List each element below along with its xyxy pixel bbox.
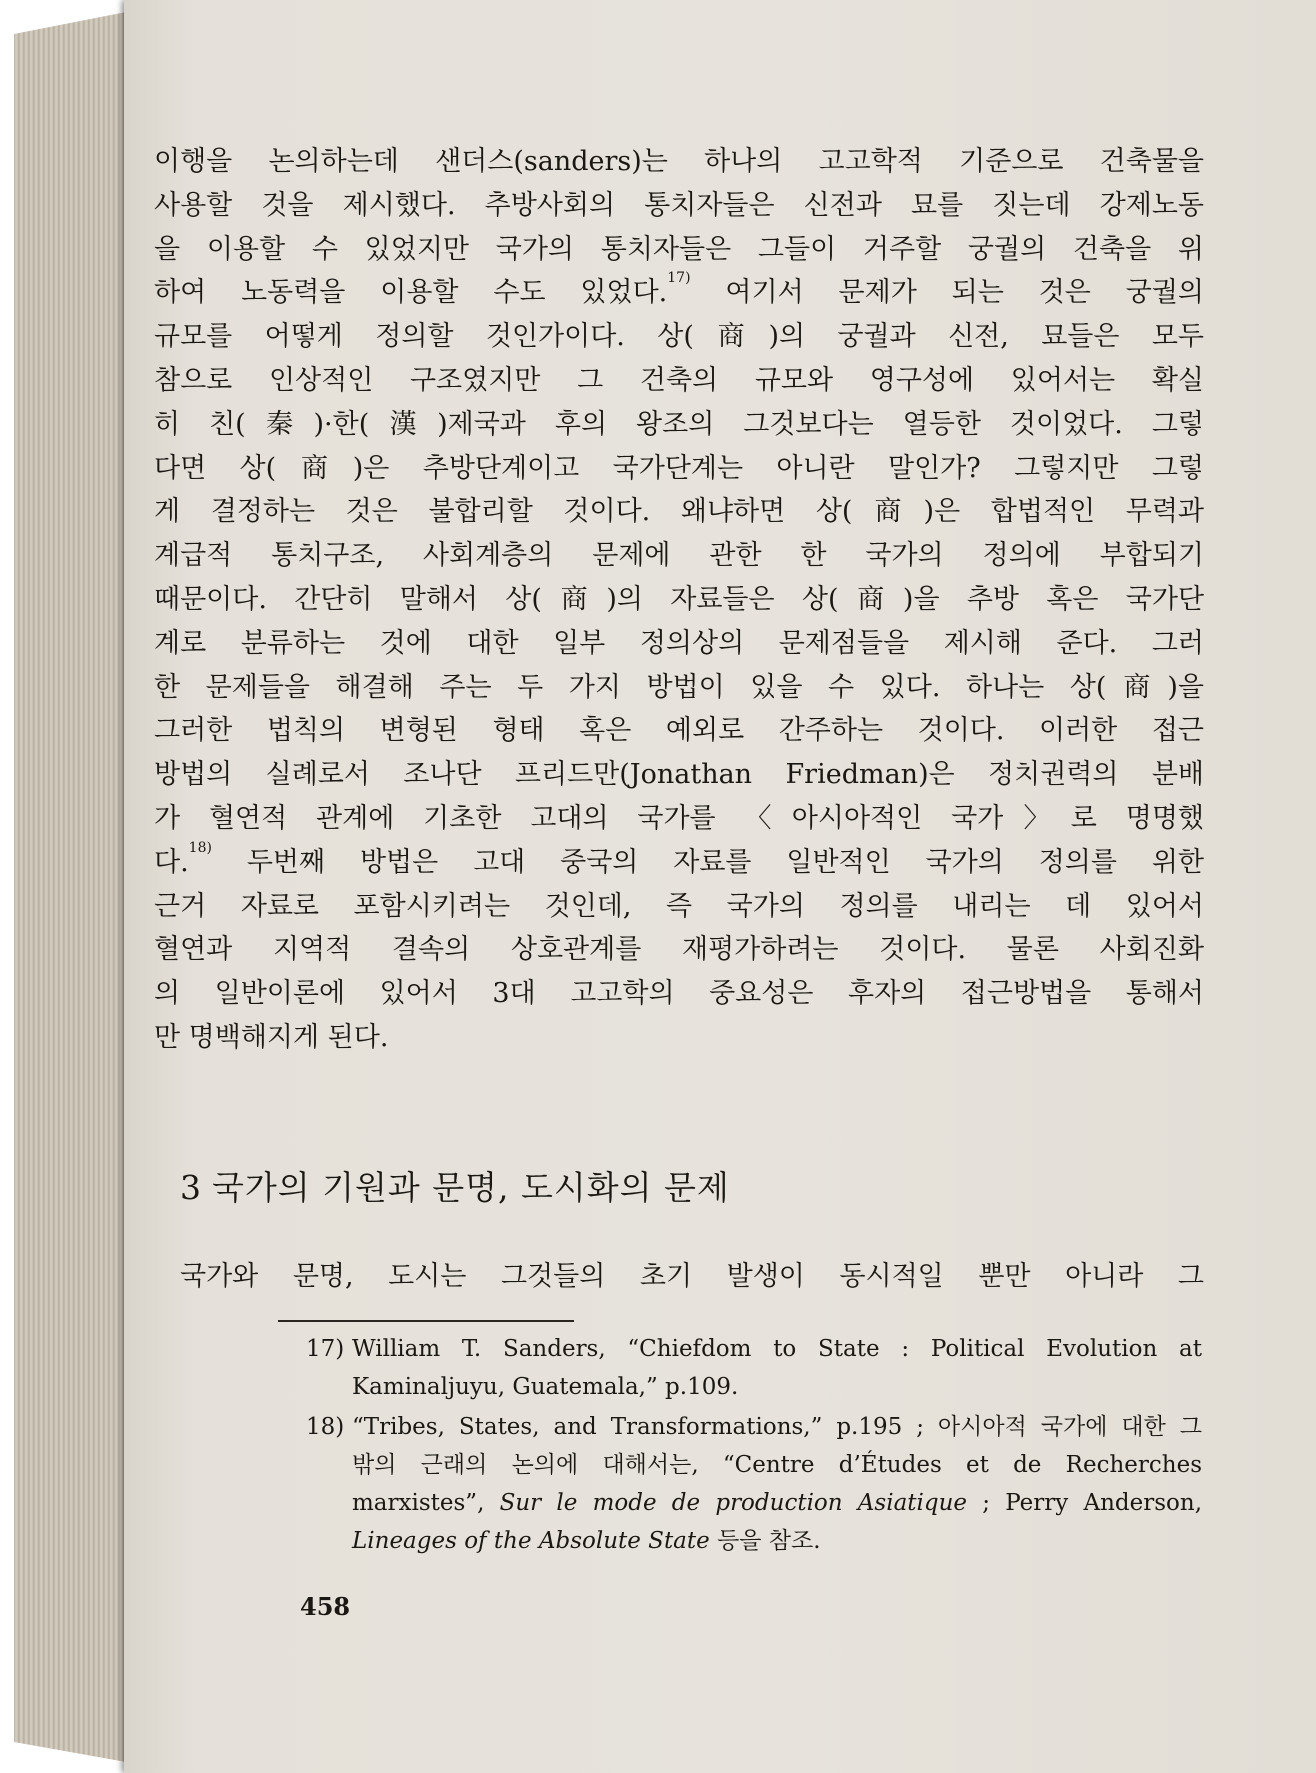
- text-line: 만 명백해지게 된다.: [154, 1021, 389, 1053]
- text-line-with-note-17: [154, 271, 1204, 315]
- footnote-number: 17): [306, 1336, 345, 1362]
- text-line: 규모를 어떻게 정의할 것인가이다. 상(商)의 궁궐과 신전, 묘들은 모두: [154, 321, 1204, 353]
- section-heading: [180, 1162, 1080, 1209]
- section-intro-line: 국가와 문명, 도시는 그것들의 초기 발생이 동시적일 뿐만 아니라 그: [180, 1261, 1204, 1292]
- page-number: 458: [300, 1592, 351, 1621]
- footnote-line: 밖의 근래의 논의에 대해서는, “Centre d’Études et de Recherches: [352, 1452, 1202, 1478]
- text-line: 히 친(秦)·한(漢)제국과 후의 왕조의 그것보다는 열등한 것이었다. 그렇: [154, 408, 1204, 440]
- section-number: 3: [180, 1168, 202, 1207]
- text-line: 혈연과 지역적 결속의 상호관계를 재평가하려는 것이다. 물론 사회진화: [154, 934, 1204, 966]
- text-line: 계로 분류하는 것에 대한 일부 정의상의 문제점들을 제시해 준다. 그러: [154, 627, 1204, 659]
- text-line: 다면 상(商)은 추방단계이고 국가단계는 아니란 말인가? 그렇지만 그렇: [154, 452, 1204, 484]
- text-line: 의 일반이론에 있어서 3대 고고학의 중요성은 후자의 접근방법을 통해서: [154, 978, 1204, 1010]
- text-line: 사용할 것을 제시했다. 추방사회의 통치자들은 신전과 묘를 짓는데 강제노동: [154, 189, 1204, 221]
- footnote-line: Kaminaljuyu, Guatemala,” p.109.: [352, 1374, 739, 1400]
- section-title: 국가의 기원과 문명, 도시화의 문제: [212, 1168, 730, 1207]
- footnote-text: 등을 참조.: [717, 1528, 821, 1554]
- footnote-ref-18: 18): [188, 839, 212, 856]
- footnote-line: William T. Sanders, “Chiefdom to State : Political Evolution at: [352, 1336, 1202, 1362]
- text-line: 을 이용할 수 있었지만 국가의 통치자들은 그들이 거주할 궁궐의 건축을 위: [154, 233, 1204, 265]
- footnote-title-italic: Sur le mode de production Asiatique: [499, 1490, 968, 1516]
- text-line: 방법의 실례로서 조나단 프리드만(Jonathan Friedman)은 정치권력의 분배: [154, 759, 1204, 791]
- body-paragraph: [154, 140, 1204, 1060]
- text-line: 이행을 논의하는데 샌더스(sanders)는 하나의 고고학적 기준으로 건축물을: [154, 146, 1204, 177]
- text-segment: 하여 노동력을 이용할 수도 있었다.: [154, 277, 668, 309]
- text-line: 때문이다. 간단히 말해서 상(商)의 자료들은 상(商)을 추방 혹은 국가단: [154, 583, 1204, 615]
- text-line: 가 혈연적 관계에 기초한 고대의 국가를 〈아시아적인 국가〉로 명명했: [154, 802, 1204, 834]
- text-line: 근거 자료로 포함시키려는 것인데, 즉 국가의 정의를 내리는 데 있어서: [154, 890, 1204, 922]
- footnote-line: “Tribes, States, and Transformations,” p.195 ; 아시아적 국가에 대한 그: [352, 1414, 1202, 1440]
- text-segment: 두번째 방법은 고대 중국의 자료를 일반적인 국가의 정의를 위한: [246, 846, 1204, 878]
- book-page-edges: [14, 12, 126, 1762]
- footnote-line: [352, 1522, 1202, 1560]
- footnote-title-italic: Lineages of the Absolute State: [352, 1528, 710, 1554]
- text-line-with-note-18: [154, 841, 1204, 885]
- footnote-line: [352, 1484, 1202, 1522]
- footnote-17: [306, 1330, 1202, 1406]
- footnote-text: marxistes”,: [352, 1490, 485, 1516]
- text-segment: 여기서 문제가 되는 것은 궁궐의: [725, 277, 1204, 309]
- footnote-text: ; Perry Anderson,: [982, 1490, 1203, 1516]
- text-line: 한 문제들을 해결해 주는 두 가지 방법이 있을 수 있다. 하나는 상(商)을: [154, 671, 1204, 703]
- footnote-number: 18): [306, 1414, 345, 1440]
- text-line: 계급적 통치구조, 사회계층의 문제에 관한 한 국가의 정의에 부합되기: [154, 540, 1204, 572]
- footnote-divider: [278, 1320, 574, 1322]
- footnote-ref-17: 17): [667, 270, 691, 287]
- footnote-18: [306, 1408, 1202, 1560]
- text-segment: 다.: [154, 846, 189, 878]
- text-line: 그러한 법칙의 변형된 형태 혹은 예외로 간주하는 것이다. 이러한 접근: [154, 715, 1204, 747]
- footnotes: [306, 1330, 1202, 1562]
- text-line: 참으로 인상적인 구조였지만 그 건축의 규모와 영구성에 있어서는 확실: [154, 364, 1204, 396]
- text-line: 게 결정하는 것은 불합리할 것이다. 왜냐하면 상(商)은 합법적인 무력과: [154, 496, 1204, 528]
